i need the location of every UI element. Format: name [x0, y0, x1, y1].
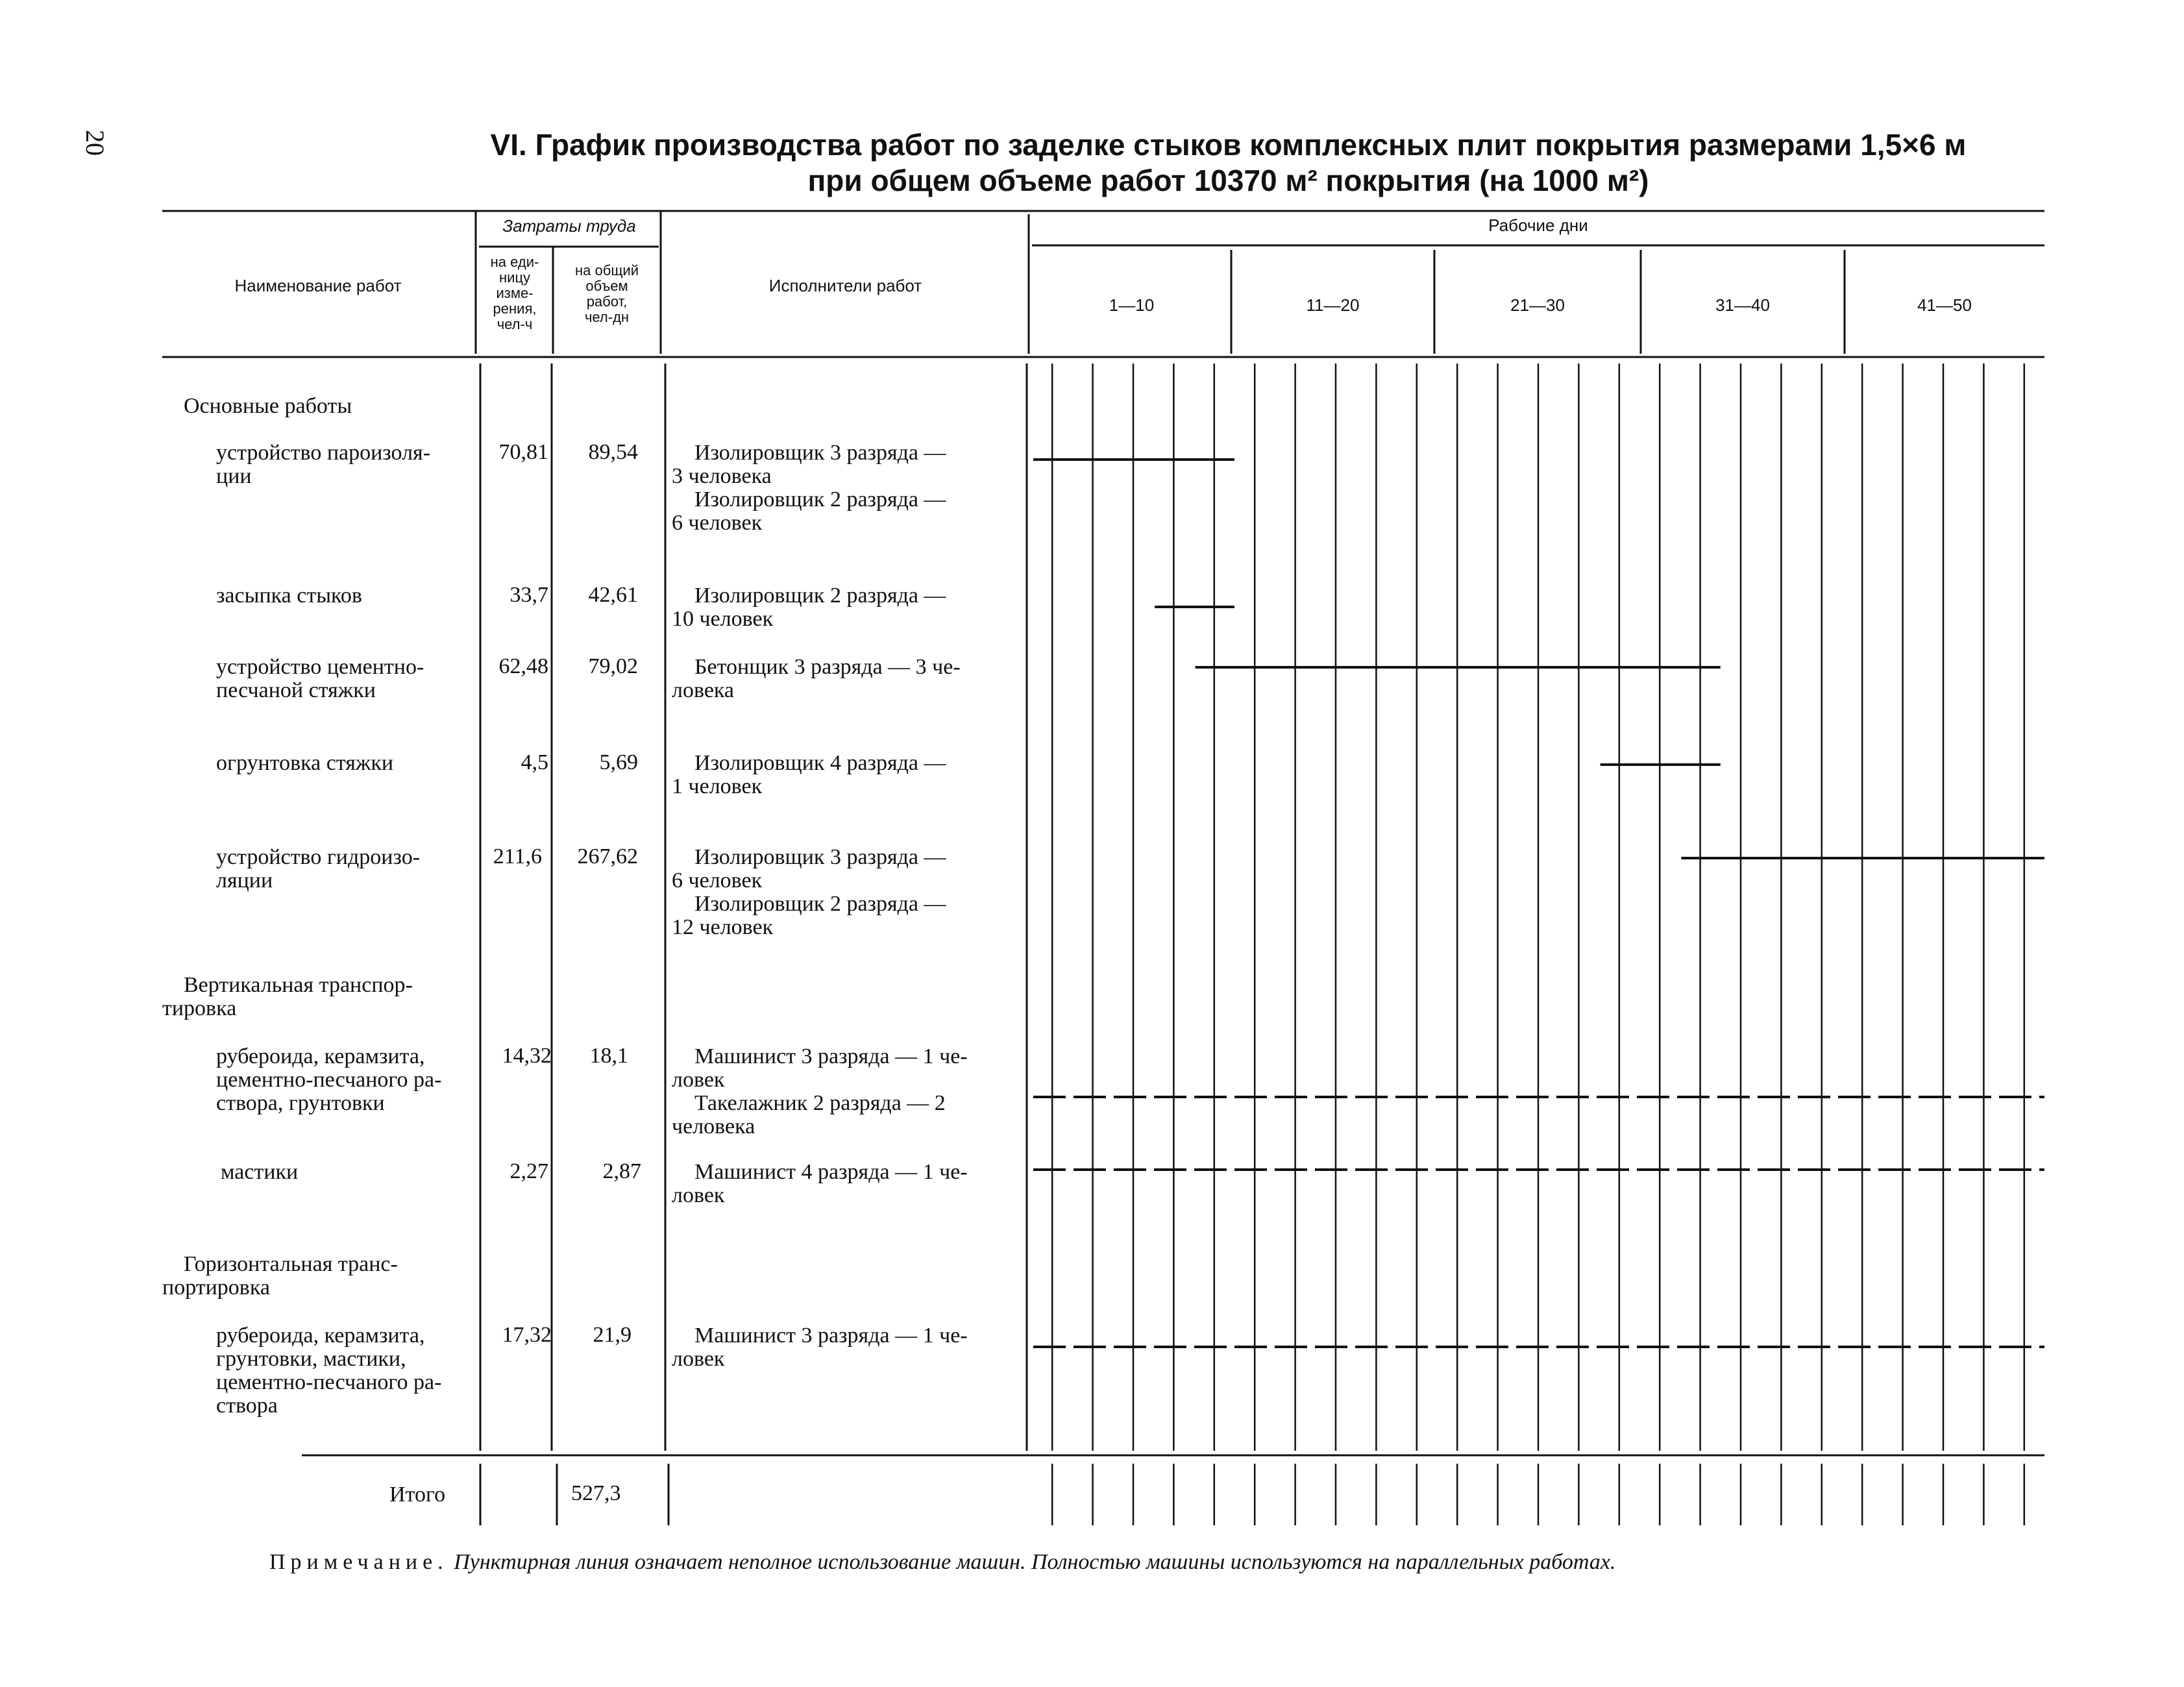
row-7-name: мастики: [221, 1160, 299, 1184]
header-work-name: Наименование работ: [234, 276, 402, 295]
header-total-volume: на общий объем работ, чел-дн: [574, 262, 639, 325]
section-main-works: Основные работы: [184, 394, 352, 418]
header-labor-costs: Затраты труда: [502, 216, 636, 236]
day-range-4: 31—40: [1715, 295, 1770, 315]
row-5-performers: Изолировщик 3 разряда — 6 человек Изолировщик 2 разряда — 12 человек: [672, 845, 946, 939]
header-working-days: Рабочие дни: [1488, 215, 1588, 235]
row-2-per-unit: 33,7: [509, 583, 548, 607]
row-4-per-unit: 4,5: [521, 750, 548, 774]
row-6-name: рубероида, керамзита, цементно-песчаного ра- створа, грунтовки: [216, 1044, 442, 1115]
row-3-total: 79,02: [588, 654, 638, 678]
row-1-name: устройство пароизоля- ции: [216, 441, 431, 488]
row-5-total: 267,62: [577, 844, 638, 868]
row-6-performers: Машинист 3 разряда — 1 че- ловек Такелажник 2 разряда — 2 человека: [672, 1044, 968, 1139]
day-range-1: 1—10: [1109, 295, 1155, 315]
total-label: Итого: [389, 1483, 446, 1507]
row-2-name: засыпка стыков: [216, 584, 362, 608]
row-8-total: 21,9: [593, 1323, 632, 1347]
row-1-performers: Изолировщик 3 разряда — 3 человека Изолировщик 2 разряда — 6 человек: [672, 441, 946, 535]
row-6-per-unit: 14,32: [502, 1044, 552, 1068]
row-7-total: 2,87: [602, 1159, 641, 1183]
row-7-performers: Машинист 4 разряда — 1 че- ловек: [672, 1160, 968, 1207]
row-1-total: 89,54: [588, 440, 638, 464]
page-number: 20: [80, 130, 110, 156]
row-7-per-unit: 2,27: [509, 1159, 548, 1183]
footnote-text: Пунктирная линия означает неполное использование машин. Полностью машины используются на параллельных работах.: [454, 1550, 1616, 1574]
page-subtitle: при общем объеме работ 10370 м² покрытия (на 1000 м²): [807, 164, 1649, 197]
section-horizontal-transport: Горизонтальная транс- портировка: [162, 1252, 398, 1299]
row-8-performers: Машинист 3 разряда — 1 че- ловек: [672, 1324, 968, 1371]
row-4-name: огрунтовка стяжки: [216, 751, 394, 775]
row-5-per-unit: 211,6: [493, 844, 542, 868]
row-4-total: 5,69: [599, 750, 638, 774]
day-range-3: 21—30: [1510, 295, 1565, 315]
row-8-name: рубероида, керамзита, грунтовки, мастики, цементно-песчаного ра- створа: [216, 1324, 442, 1418]
footnote: [269, 1550, 2152, 1575]
row-5-name: устройство гидроизо- ляции: [216, 845, 421, 893]
row-6-total: 18,1: [589, 1044, 628, 1068]
day-range-2: 11—20: [1306, 295, 1360, 315]
row-4-performers: Изолировщик 4 разряда — 1 человек: [672, 751, 946, 798]
row-2-total: 42,61: [588, 583, 638, 607]
header-per-unit: на еди- ницу изме- рения, чел-ч: [490, 254, 539, 332]
row-2-performers: Изолировщик 2 разряда — 10 человек: [672, 584, 946, 631]
footnote-prefix: Примечание.: [269, 1550, 448, 1574]
header-performers: Исполнители работ: [768, 276, 922, 295]
page-title: VI. График производства работ по заделке стыков комплексных плит покрытия размерами 1,5×6 м: [490, 128, 1967, 162]
section-vertical-transport: Вертикальная транспор- тировка: [162, 973, 413, 1020]
row-3-performers: Бетонщик 3 разряда — 3 че- ловека: [672, 655, 961, 702]
row-3-name: устройство цементно- песчаной стяжки: [216, 655, 424, 702]
row-8-per-unit: 17,32: [502, 1323, 552, 1347]
total-value: 527,3: [571, 1481, 621, 1505]
row-3-per-unit: 62,48: [498, 654, 548, 678]
day-range-5: 41—50: [1917, 295, 1972, 315]
row-1-per-unit: 70,81: [498, 440, 548, 464]
